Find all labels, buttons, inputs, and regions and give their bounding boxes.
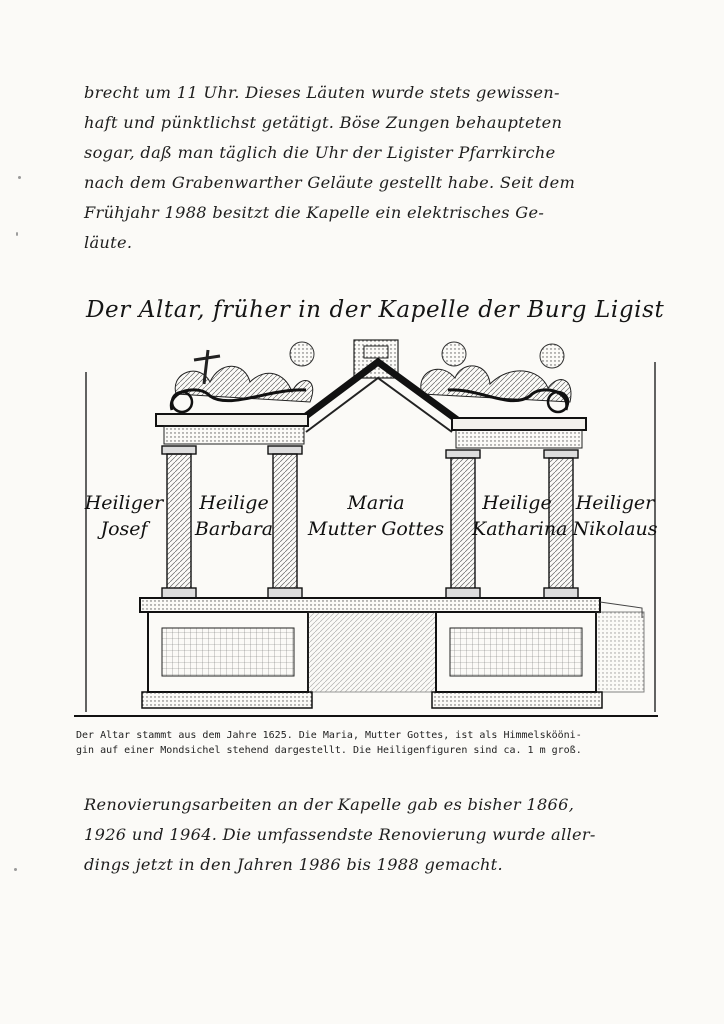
text-line: Renovierungsarbeiten an der Kapelle gab es bisher 1866, (84, 795, 575, 814)
label-line: Nikolaus (572, 518, 658, 540)
scan-speck (14, 868, 17, 871)
text-line: nach dem Grabenwarther Geläute gestellt habe. Seit dem (84, 173, 576, 192)
label-line: Heilige (482, 492, 552, 514)
text-line: Frühjahr 1988 besitzt die Kapelle ein elektrisches Ge- (84, 203, 545, 222)
scan-speck (16, 232, 18, 236)
caption-line: Der Altar stammt aus dem Jahre 1625. Die Maria, Mutter Gottes, ist als Himmelskööni- (76, 730, 582, 741)
label-josef (84, 490, 164, 542)
text-line: dings jetzt in den Jahren 1986 bis 1988 gemacht. (84, 855, 503, 874)
paragraph-top (84, 78, 644, 258)
label-line: Heiliger (575, 492, 655, 514)
label-line: Maria (347, 492, 405, 514)
text-line: sogar, daß man täglich die Uhr der Ligister Pfarrkirche (84, 143, 556, 162)
figure-heading: Der Altar, früher in der Kapelle der Burg Ligist (86, 297, 665, 323)
text-line: brecht um 11 Uhr. Dieses Läuten wurde stets gewissen- (84, 83, 560, 102)
label-barbara (194, 490, 274, 542)
label-katharina (472, 490, 568, 542)
text-line: 1926 und 1964. Die umfassendste Renovierung wurde aller- (84, 825, 596, 844)
label-line: Katharina (472, 518, 568, 540)
label-line: Heiliger (84, 492, 164, 514)
caption-line: gin auf einer Mondsichel stehend dargestellt. Die Heiligenfiguren sind ca. 1 m groß. (76, 745, 582, 756)
label-line: Mutter Gottes (307, 518, 445, 540)
label-line: Heilige (199, 492, 269, 514)
text-line: läute. (84, 233, 133, 252)
figure-caption (76, 728, 676, 758)
label-nikolaus (570, 490, 660, 542)
label-line: Josef (100, 518, 148, 540)
label-line: Barbara (194, 518, 274, 540)
text-line: haft und pünktlichst getätigt. Böse Zungen behaupteten (84, 113, 563, 132)
paragraph-bottom (84, 790, 644, 880)
label-maria (306, 490, 446, 542)
scan-speck (18, 176, 21, 179)
altar-drawing (70, 332, 660, 722)
